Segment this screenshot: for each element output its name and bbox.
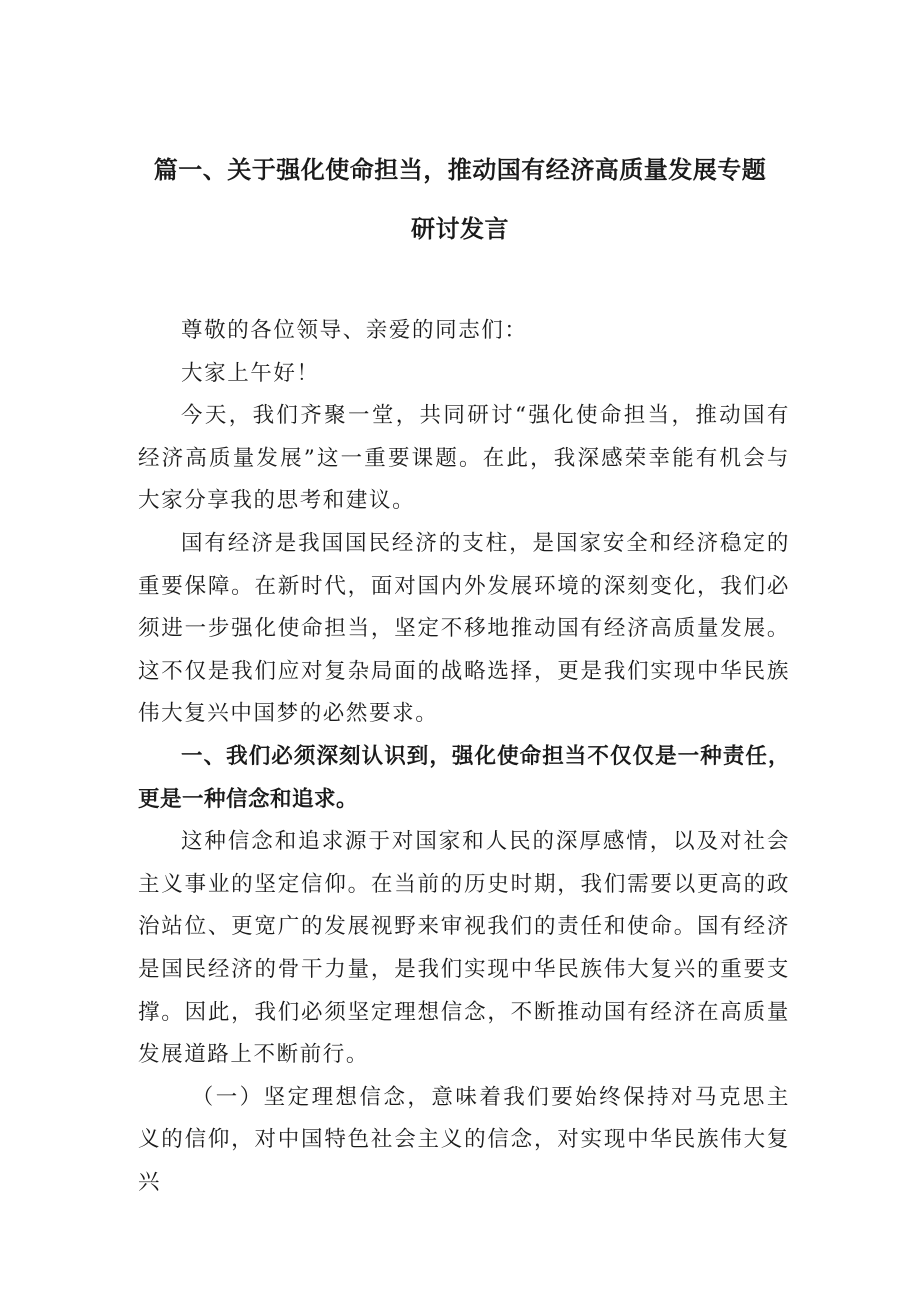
greeting: 大家上午好！ <box>181 360 320 386</box>
intro-paragraph: 今天，我们齐聚一堂，共同研讨“强化使命担当，推动国有经济高质量发展”这一重要课题。在此，我深感荣幸能有机会与大家分享我的思考和建议。 <box>138 403 790 514</box>
document-title-line-2: 研讨发言 <box>411 215 509 243</box>
section-heading: 一、我们必须深刻认识到，强化使命担当不仅仅是一种责任，更是一种信念和追求。 <box>138 743 790 812</box>
salutation: 尊敬的各位领导、亲爱的同志们： <box>181 318 528 343</box>
context-paragraph: 国有经济是我国国民经济的支柱，是国家安全和经济稳定的重要保障。在新时代，面对国内外发展环境的深刻变化，我们必须进一步强化使命担当，坚定不移地推动国有经济高质量发展。这不仅是我们应对复杂局面的战略选择，更是我们实现中华民族伟大复兴中国梦的必然要求。 <box>138 530 790 727</box>
document-body <box>138 310 790 1204</box>
subsection-paragraph: （一）坚定理想信念，意味着我们要始终保持对马克思主义的信仰，对中国特色社会主义的信念，对实现中华民族伟大复兴 <box>138 1084 790 1195</box>
section-paragraph: 这种信念和追求源于对国家和人民的深厚感情，以及对社会主义事业的坚定信仰。在当前的历史时期，我们需要以更高的政治站位、更宽广的发展视野来审视我们的责任和使命。国有经济是国民经济的骨干力量，是我们实现中华民族伟大复兴的重要支撑。因此，我们必须坚定理想信念，不断推动国有经济在高质量发展道路上不断前行。 <box>138 829 790 1068</box>
document-title-line-1: 篇一、关于强化使命担当，推动国有经济高质量发展专题 <box>153 156 767 184</box>
